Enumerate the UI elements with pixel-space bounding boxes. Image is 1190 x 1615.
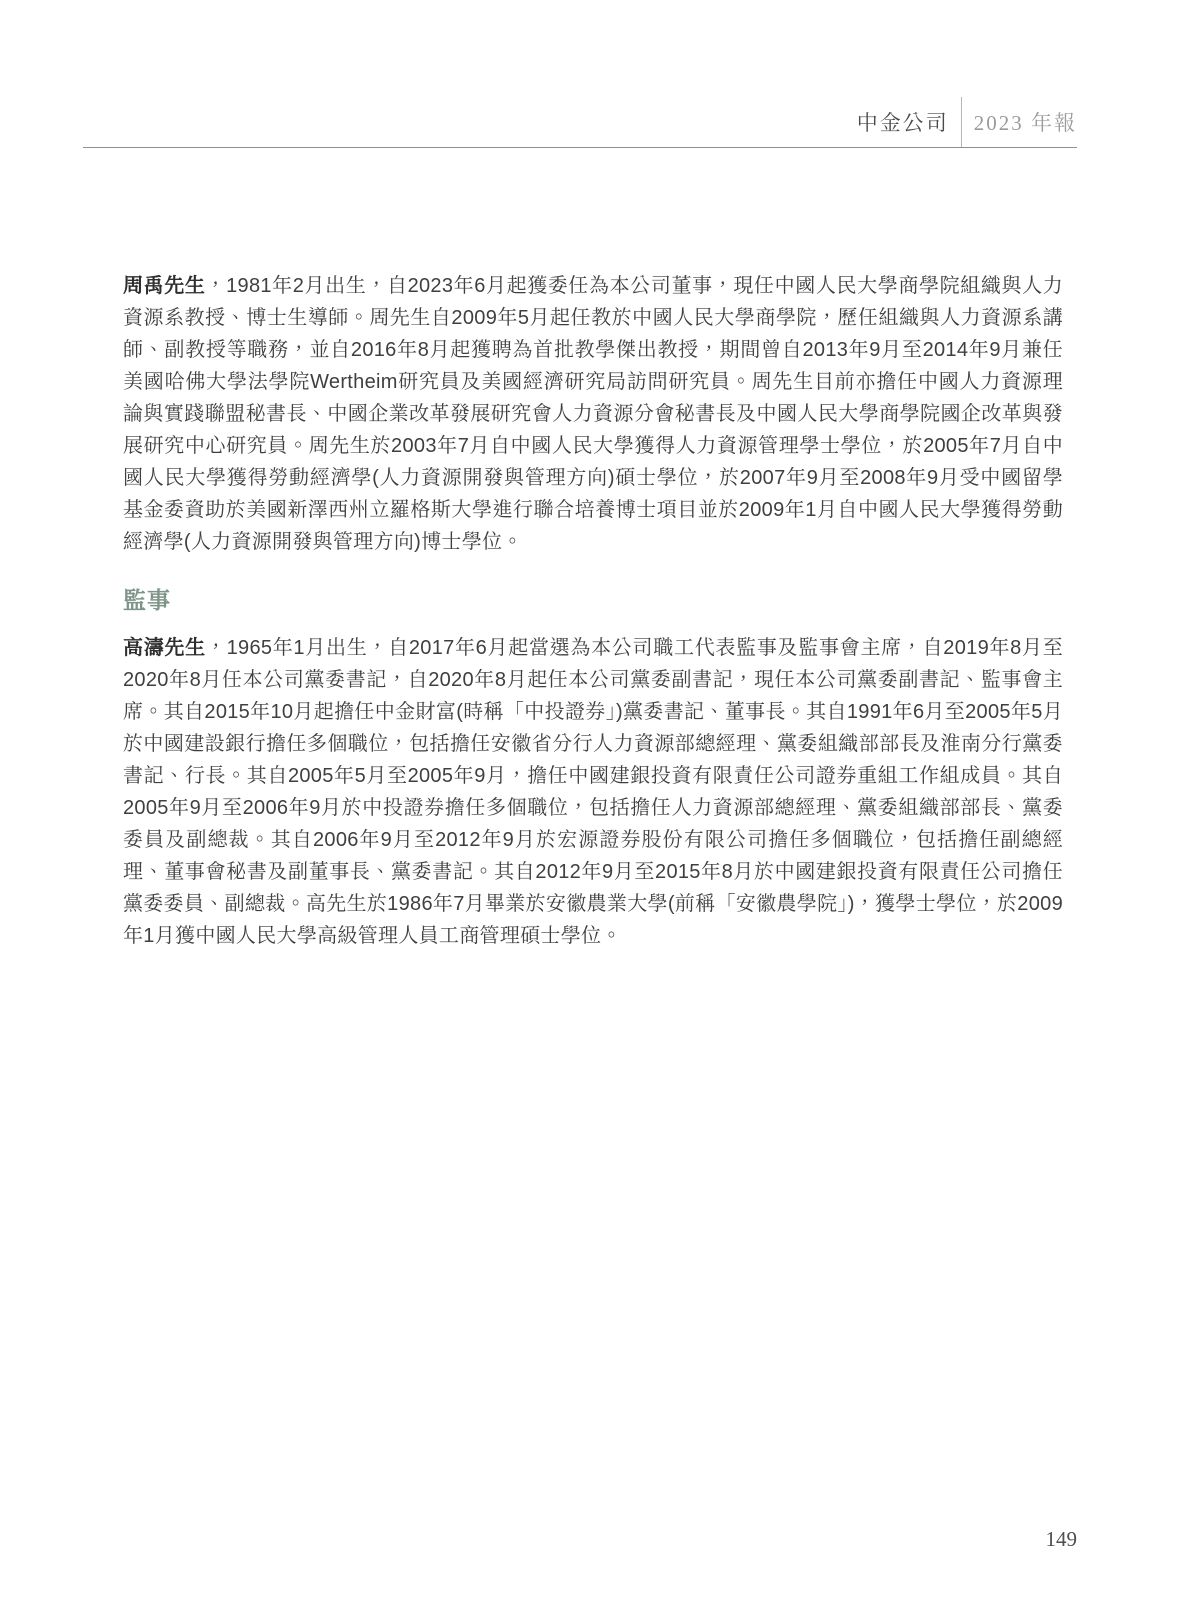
supervisor-name: 高濤先生	[123, 637, 206, 659]
supervisor-bio-paragraph	[123, 632, 1063, 952]
report-year-title: 2023 年報	[973, 111, 1077, 135]
supervisor-bio-text: ，1965年1月出生，自2017年6月起當選為本公司職工代表監事及監事會主席，自2019年8月至2020年8月任本公司黨委書記，自2020年8月起任本公司黨委副書記，現任本公司黨委副書記、監事會主席。其自2015年10月起擔任中金財富(時稱「中投證券」)黨委書記、董事長。其自1991年6月至2005年5月於中國建設銀行擔任多個職位，包括擔任安徽省分行人力資源部總經理、黨委組織部部長及淮南分行黨委書記、行長。其自2005年5月至2005年9月，擔任中國建銀投資有限責任公司證券重組工作組成員。其自2005年9月至2006年9月於中投證券擔任多個職位，包括擔任人力資源部總經理、黨委組織部部長、黨委委員及副總裁。其自2006年9月至2012年9月於宏源證券股份有限公司擔任多個職位，包括擔任副總經理、董事會秘書及副董事長、黨委書記。其自2012年9月至2015年8月於中國建銀投資有限責任公司擔任黨委委員、副總裁。高先生於1986年7月畢業於安徽農業大學(前稱「安徽農學院」)，獲學士學位，於2009年1月獲中國人民大學高級管理人員工商管理碩士學位。	[123, 637, 1063, 947]
director-name: 周禹先生	[123, 275, 206, 297]
header-rule	[83, 147, 1077, 148]
director-bio-text: ，1981年2月出生，自2023年6月起獲委任為本公司董事，現任中國人民大學商學院組織與人力資源系教授、博士生導師。周先生自2009年5月起任教於中國人民大學商學院，歷任組織與人力資源系講師、副教授等職務，並自2016年8月起獲聘為首批教學傑出教授，期間曾自2013年9月至2014年9月兼任美國哈佛大學法學院Wertheim研究員及美國經濟研究局訪問研究員。周先生目前亦擔任中國人力資源理論與實踐聯盟秘書長、中國企業改革發展研究會人力資源分會秘書長及中國人民大學商學院國企改革與發展研究中心研究員。周先生於2003年7月自中國人民大學獲得人力資源管理學士學位，於2005年7月自中國人民大學獲得勞動經濟學(人力資源開發與管理方向)碩士學位，於2007年9月至2008年9月受中國留學基金委資助於美國新澤西州立羅格斯大學進行聯合培養博士項目並於2009年1月自中國人民大學獲得勞動經濟學(人力資源開發與管理方向)博士學位。	[123, 275, 1063, 553]
page-content	[123, 270, 1063, 952]
page-number: 149	[1045, 1527, 1077, 1551]
director-bio-paragraph	[123, 270, 1063, 558]
company-name: 中金公司	[856, 111, 949, 135]
supervisors-section-heading: 監事	[123, 587, 171, 613]
header-title-row	[857, 97, 1077, 147]
